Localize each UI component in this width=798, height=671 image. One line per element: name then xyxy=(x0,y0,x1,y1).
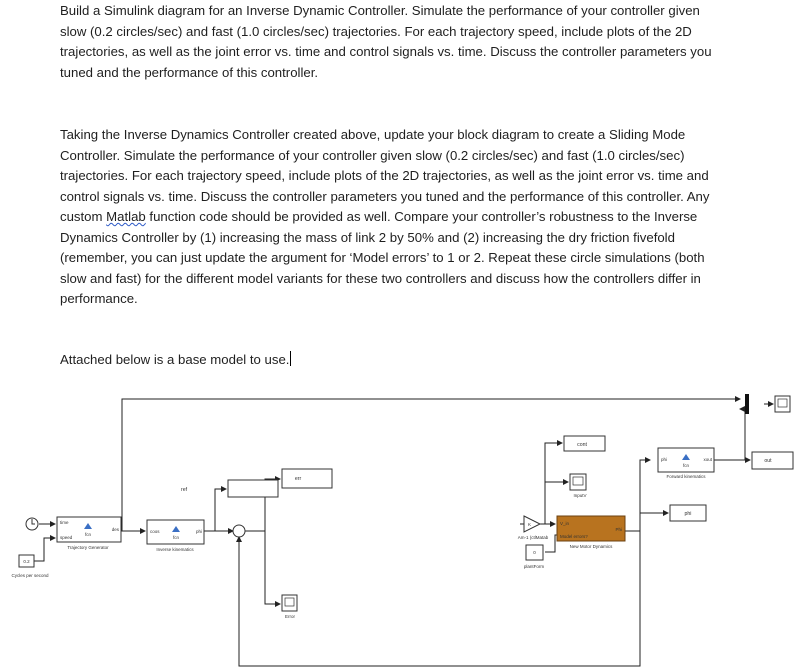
traj-port-time: time xyxy=(60,520,69,525)
plant-out-label: Phi xyxy=(615,527,622,532)
error-scope-label: Error xyxy=(285,614,295,619)
out-goto-block[interactable] xyxy=(752,452,793,469)
plant-param-label: Model errors? xyxy=(560,534,588,539)
cycles-constant-block[interactable] xyxy=(19,555,34,567)
error-scope-block[interactable] xyxy=(282,595,297,611)
paragraph-3 xyxy=(60,350,720,371)
ik-port-in: coos xyxy=(150,529,160,534)
inverse-kinematics-block[interactable] xyxy=(147,520,204,544)
phi-label: phi xyxy=(684,511,692,517)
plantform-constant-block[interactable] xyxy=(526,545,543,560)
plantform-label: plantForm xyxy=(523,564,545,569)
clock-icon[interactable] xyxy=(26,518,38,530)
traj-fcn: fcn xyxy=(84,532,92,537)
traj-port-des: des xyxy=(111,527,119,532)
paragraph-2-text-b: function code should be provided as well. Compare your controller’s robustness to the Inverse Dynamics Controller by (1) increasing the mass of link 2 by 50% and (2) increasing the dry friction fivefold (remember, you can just update the argument for ‘Model errors’ to 1 or 2. Repeat these circle simulations (both slow and fast) for the different model variants for these two controllers and discuss how the controllers differ in performance. xyxy=(60,209,705,306)
gain-block[interactable] xyxy=(524,516,540,532)
trajectory-generator-block[interactable] xyxy=(57,517,121,542)
ref-goto-block[interactable] xyxy=(181,480,278,497)
inputv-scope-block[interactable] xyxy=(570,474,586,490)
err-goto-block[interactable] xyxy=(282,469,332,488)
simulink-diagram xyxy=(0,385,798,671)
err-label: err xyxy=(294,476,302,482)
cont-label: cont xyxy=(577,442,587,448)
gain-symbol: K xyxy=(528,522,532,527)
fk-port-out: xout xyxy=(703,457,712,462)
trajectory-generator-label: Trajectory Generator xyxy=(67,545,109,550)
motor-dynamics-subsystem[interactable] xyxy=(557,516,625,541)
fk-port-in: phi xyxy=(661,457,668,462)
ik-fcn: fcn xyxy=(172,535,180,540)
inverse-kinematics-label: Inverse kinematics xyxy=(156,547,194,552)
text-cursor xyxy=(290,351,291,366)
plant-in-label: V_in xyxy=(560,521,570,526)
xy-scope-block[interactable] xyxy=(775,396,790,412)
constant-block-label: Cycles per second xyxy=(11,573,49,578)
mux-bar[interactable] xyxy=(745,394,749,414)
gain-label: Am-1 (ctlMatab xyxy=(517,535,549,540)
phi-goto-block[interactable] xyxy=(670,505,706,521)
forward-kinematics-label: Forward kinematics xyxy=(666,474,706,479)
paragraph-2 xyxy=(60,125,720,310)
out-label: out xyxy=(764,458,772,464)
paragraph-2-text-a: Taking the Inverse Dynamics Controller created above, update your block diagram to create a Sliding Mode Controller. Simulate the performance of your controller given slow (0.2 circles/sec) and fast (1.0 circles/sec) trajectories. For each trajectory speed, include plots of the 2D trajectories, as well as the joint error vs. time and control signals vs. time. Discuss the controller parameters you tuned and the performance of this controller. Any custom xyxy=(60,127,710,224)
constant-value: 0.2 xyxy=(23,559,30,564)
plantform-value: 0 xyxy=(533,550,536,555)
paragraph-3-text: Attached below is a base model to use. xyxy=(60,352,290,367)
inputv-scope-label: InputV xyxy=(573,493,587,498)
traj-port-speed: speed xyxy=(60,535,73,540)
fk-fcn: fcn xyxy=(682,463,690,468)
ref-label: ref xyxy=(180,487,188,493)
motor-dynamics-label: New Motor Dynamics xyxy=(569,544,613,549)
cont-goto-block[interactable] xyxy=(564,436,605,451)
ik-port-out: phi xyxy=(195,529,202,534)
signal-lines xyxy=(34,399,773,666)
forward-kinematics-block[interactable] xyxy=(658,448,714,472)
sum-junction[interactable] xyxy=(233,525,245,537)
spellcheck-flagged-word[interactable]: Matlab xyxy=(106,209,146,224)
paragraph-1: Build a Simulink diagram for an Inverse Dynamic Controller. Simulate the performance of your controller given slow (0.2 circles/sec) and fast (1.0 circles/sec) trajectories. For each trajectory speed, include plots of the 2D trajectories, as well as the joint error vs. time and control signals vs. time. Discuss the controller parameters you tuned and the performance of this controller. xyxy=(60,3,712,80)
